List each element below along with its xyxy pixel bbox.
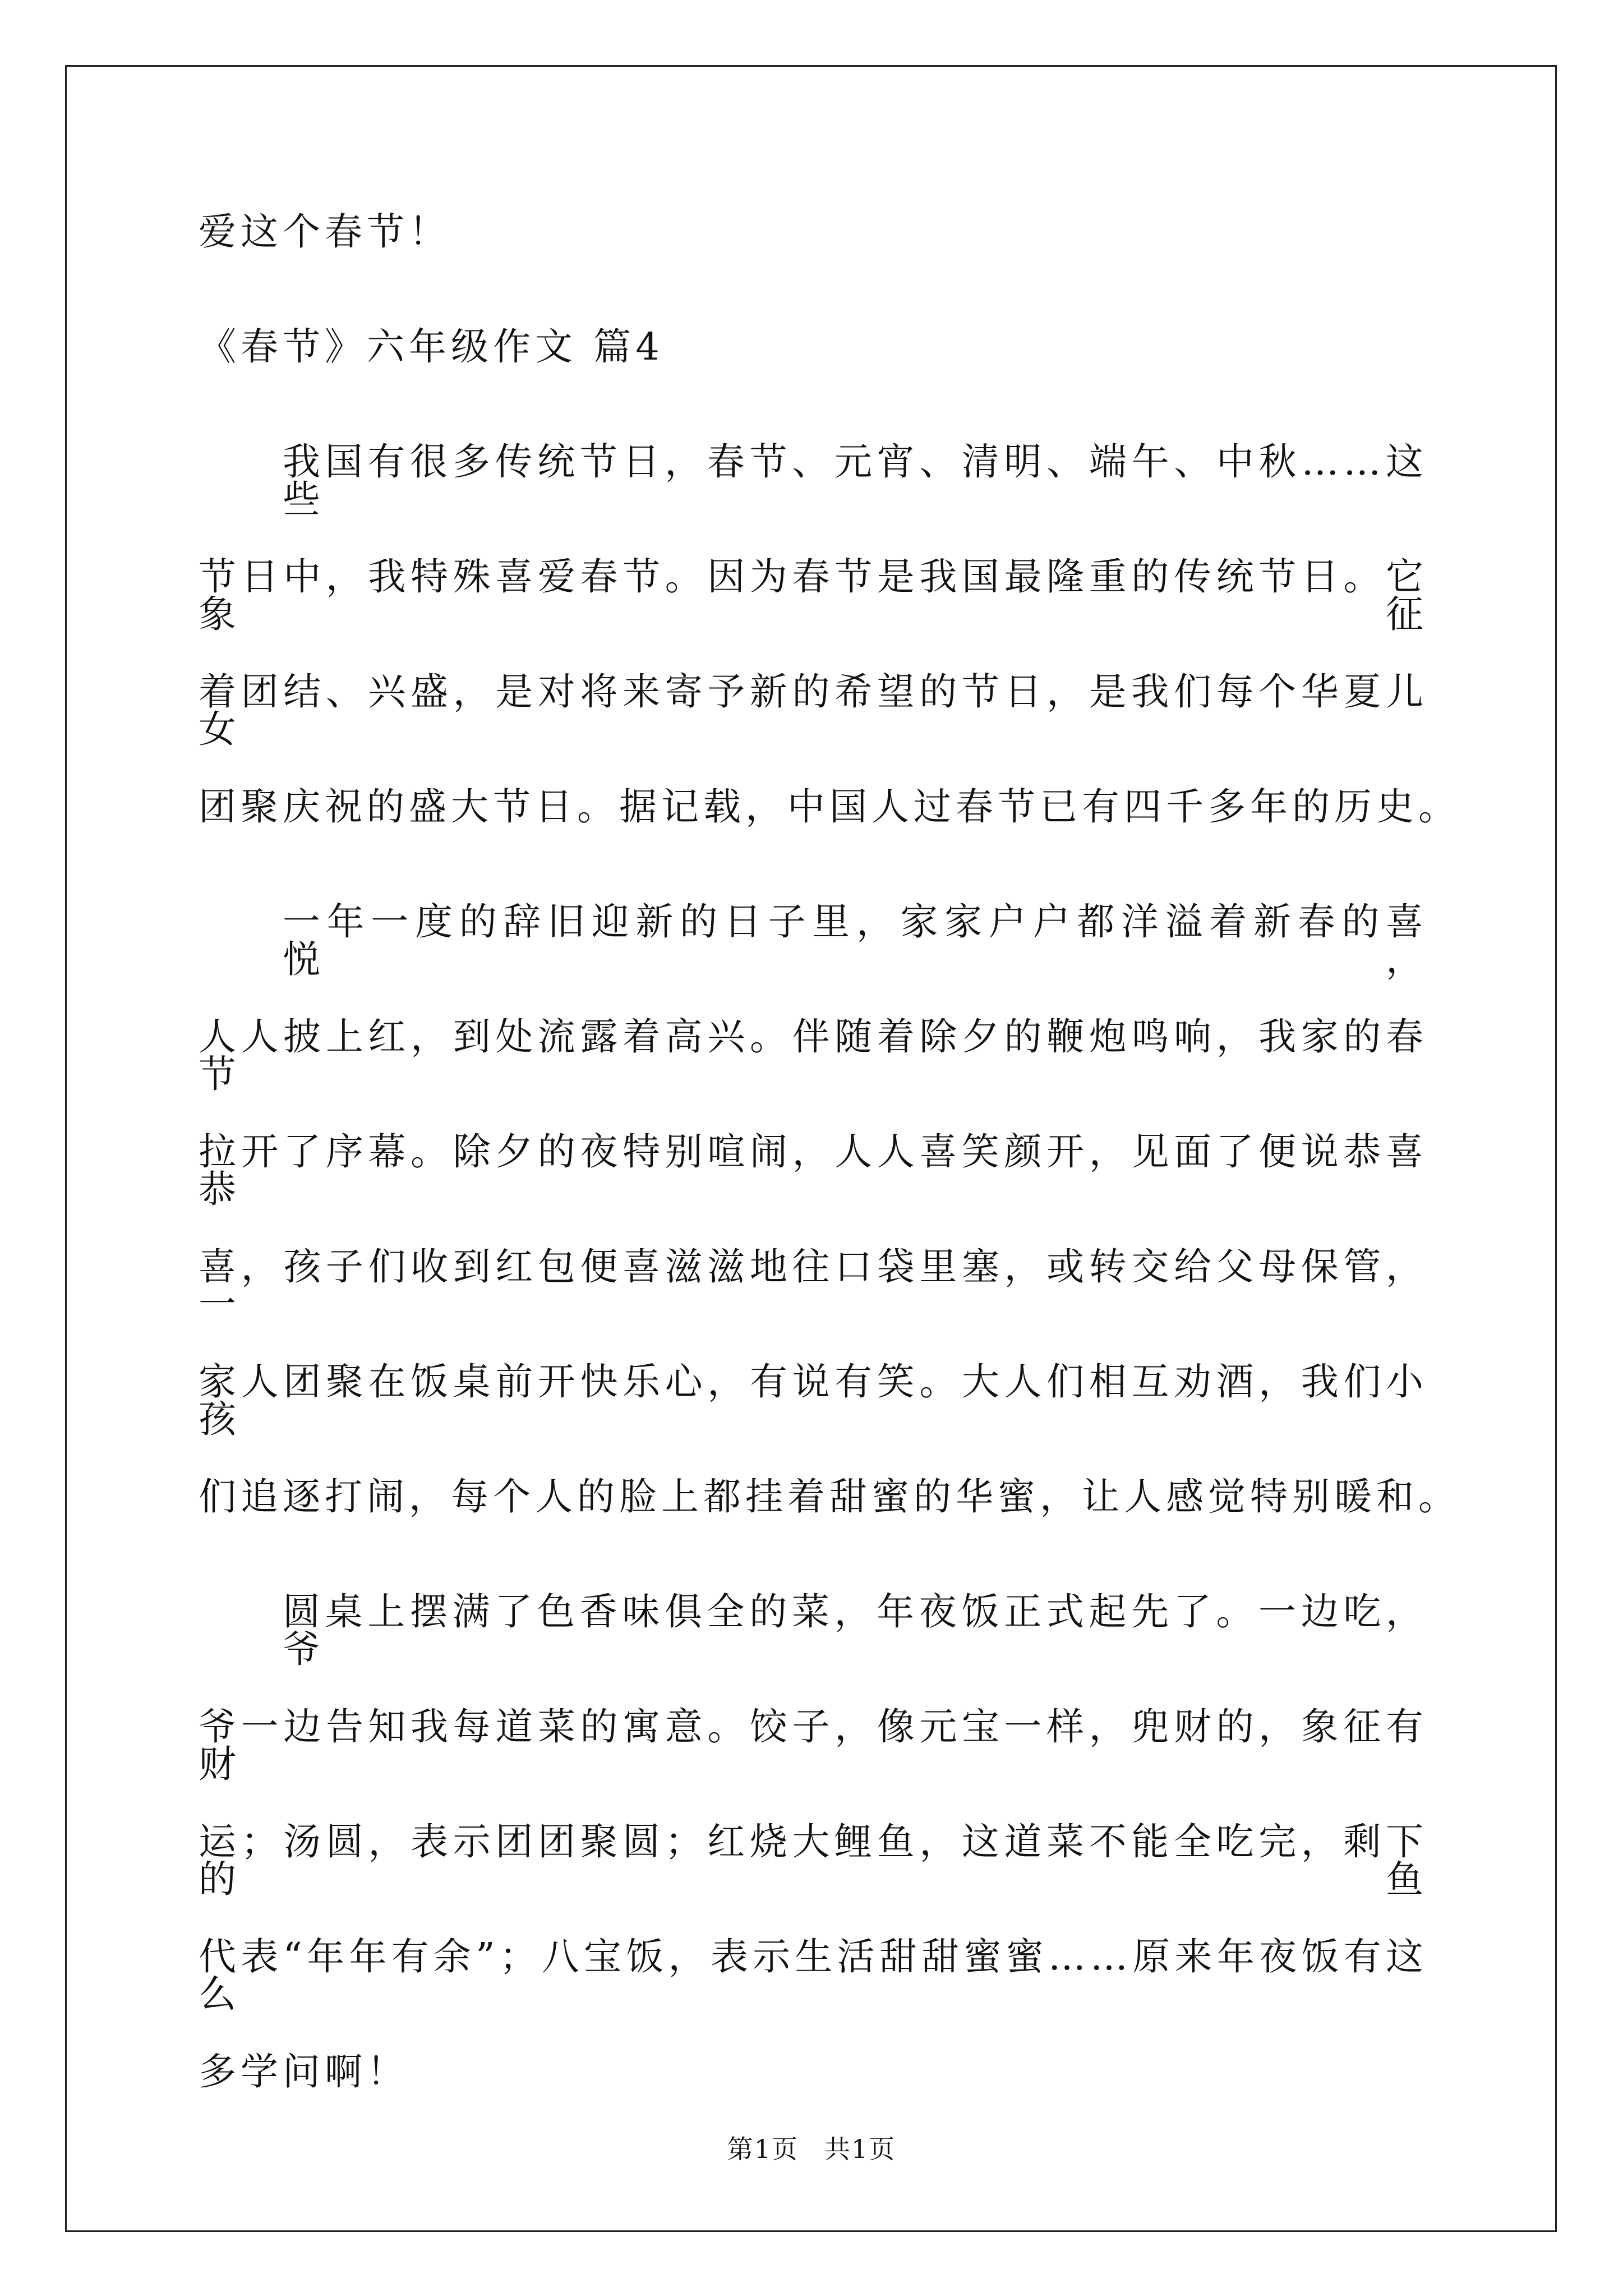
- paragraph-3-line-4: 代表“年年有余”；八宝饭，表示生活甜甜蜜蜜……原来年夜饭有这么: [199, 1935, 1428, 2016]
- page-footer: [0, 2136, 1623, 2162]
- paragraph-1-line-2: 节日中，我特殊喜爱春节。因为春节是我国最隆重的传统节日。它象征: [199, 555, 1428, 636]
- paragraph-2-line-5: 家人团聚在饭桌前开快乐心，有说有笑。大人们相互劝酒，我们小孩: [199, 1360, 1428, 1441]
- paragraph-3-line-5: 多学问啊！: [199, 2050, 409, 2093]
- paragraph-2-line-2: 人人披上红，到处流露着高兴。伴随着除夕的鞭炮鸣响，我家的春节: [199, 1015, 1428, 1096]
- document-body: [199, 210, 1460, 2168]
- paragraph-2-line-1: 一年一度的辞旧迎新的日子里，家家户户都洋溢着新春的喜悦，: [283, 900, 1428, 981]
- paragraph-2-line-4: 喜，孩子们收到红包便喜滋滋地往口袋里塞，或转交给父母保管，一: [199, 1245, 1428, 1326]
- paragraph-1-line-4: 团聚庆祝的盛大节日。据记载，中国人过春节已有四千多年的历史。: [199, 785, 1460, 829]
- paragraph-2-line-6: 们追逐打闹，每个人的脸上都挂着甜蜜的华蜜，让人感觉特别暖和。: [199, 1475, 1460, 1519]
- page-total: 共1页: [824, 2134, 896, 2164]
- paragraph-1-line-1: 我国有很多传统节日，春节、元宵、清明、端午、中秋……这些: [283, 440, 1428, 521]
- page-number: 第1页: [727, 2134, 799, 2164]
- paragraph-2-line-3: 拉开了序幕。除夕的夜特别喧闹，人人喜笑颜开，见面了便说恭喜恭: [199, 1130, 1428, 1211]
- paragraph-3-line-3: 运；汤圆，表示团团聚圆；红烧大鲤鱼，这道菜不能全吃完，剩下的鱼: [199, 1820, 1428, 1901]
- text-line-ending: 爱这个春节！: [199, 210, 451, 254]
- paragraph-3-line-2: 爷一边告知我每道菜的寓意。饺子，像元宝一样，兜财的，象征有财: [199, 1705, 1428, 1786]
- section-heading: 《春节》六年级作文 篇4: [199, 325, 664, 369]
- paragraph-3-line-1: 圆桌上摆满了色香味俱全的菜，年夜饭正式起先了。一边吃，爷: [283, 1590, 1428, 1671]
- paragraph-1-line-3: 着团结、兴盛，是对将来寄予新的希望的节日，是我们每个华夏儿女: [199, 670, 1428, 751]
